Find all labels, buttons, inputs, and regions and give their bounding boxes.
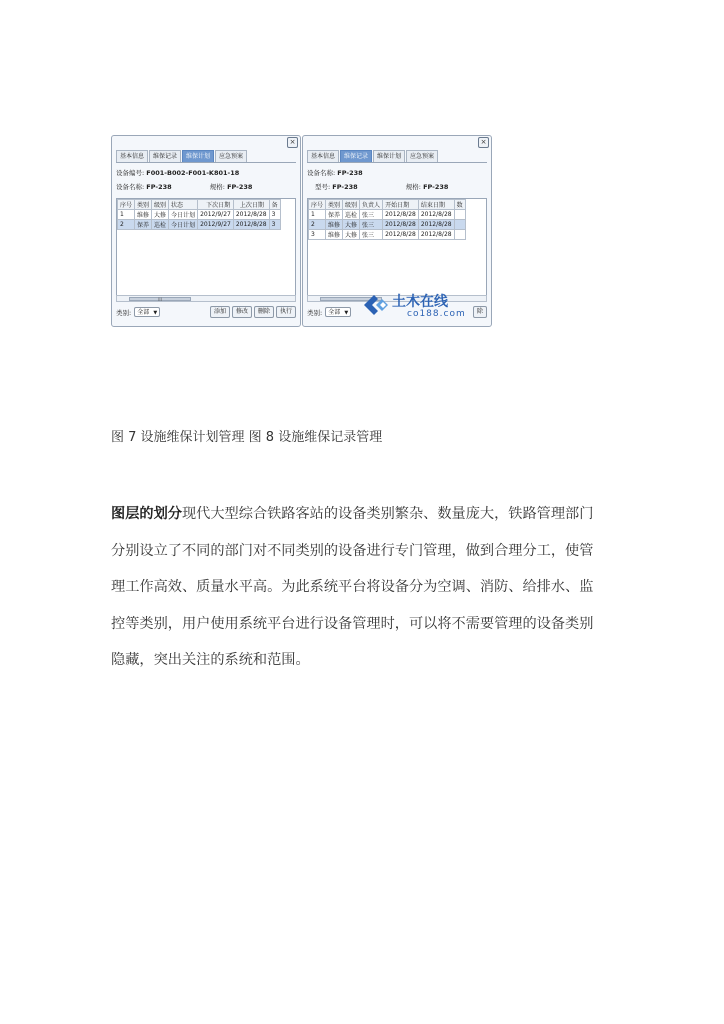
field-label: 设备名称: [307, 169, 336, 177]
table-cell: 2012/9/27 [198, 210, 234, 220]
table-cell: 保养 [135, 220, 152, 230]
field-value: FP-238 [332, 183, 358, 191]
paragraph-line-text: 现代大型综合铁路客站的设备类别繁杂、数量庞大，铁路管理部门 [181, 506, 594, 522]
tab-maintenance-plan[interactable]: 维保计划 [373, 150, 405, 162]
field-value: FP-238 [337, 169, 363, 177]
column-header[interactable]: 状态 [169, 200, 198, 210]
table-row-selected[interactable] [118, 220, 281, 230]
table-cell: 2012/8/28 [233, 220, 269, 230]
column-header[interactable]: 备 [269, 200, 280, 210]
table-cell: 今日计划 [169, 220, 198, 230]
model-field [315, 182, 448, 191]
category-select[interactable] [134, 307, 160, 317]
watermark-domain: co188.com [407, 309, 466, 319]
table-row[interactable] [309, 210, 466, 220]
device-name-field [307, 168, 363, 177]
select-value: 全部 [137, 309, 150, 316]
field-value: FP-238 [146, 183, 172, 191]
table-header-row [118, 200, 281, 210]
logo-mark-icon [362, 290, 392, 320]
spec-value: FP-238 [423, 183, 449, 191]
table-cell [454, 220, 465, 230]
paragraph-line: 理工作高效、质量水平高。为此系统平台将设备分为空调、消防、给排水、监 [111, 579, 594, 595]
column-header[interactable]: 结束日期 [418, 200, 454, 210]
field-label: 型号: [315, 183, 331, 191]
column-header[interactable]: 数 [454, 200, 465, 210]
column-header[interactable]: 上次日期 [233, 200, 269, 210]
table-cell: 张三 [360, 210, 383, 220]
column-header[interactable]: 级别 [152, 200, 169, 210]
table-cell: 大修 [343, 220, 360, 230]
table-cell: 巡检 [152, 220, 169, 230]
table-cell: 2012/8/28 [418, 230, 454, 240]
table-row-selected[interactable] [309, 220, 466, 230]
table-cell: 张三 [360, 220, 383, 230]
watermark-text: 土木在线 [392, 294, 448, 310]
table-cell: 维修 [326, 220, 343, 230]
paragraph-lead: 图层的划分 [111, 506, 182, 522]
table-cell: 2012/8/28 [383, 210, 419, 220]
paragraph-line: 隐藏，突出关注的系统和范围。 [111, 652, 310, 668]
tab-bar [307, 150, 487, 163]
edit-button[interactable]: 修改 [232, 306, 252, 318]
device-name-field [116, 182, 252, 191]
scrollbar-thumb[interactable]: III [129, 297, 191, 301]
table-row[interactable] [309, 230, 466, 240]
field-label: 设备编号: [116, 169, 145, 177]
body-paragraph [111, 496, 611, 679]
table-cell [454, 210, 465, 220]
dropdown-arrow-icon: ▼ [344, 310, 349, 316]
table-cell: 维修 [135, 210, 152, 220]
spec-label: 规格: [209, 183, 225, 191]
tab-emergency-plan[interactable]: 应急预案 [406, 150, 438, 162]
add-button[interactable]: 添加 [210, 306, 230, 318]
plan-table [116, 198, 296, 296]
table-cell: 今日计划 [169, 210, 198, 220]
table-cell: 2012/8/28 [418, 210, 454, 220]
tab-maintenance-records[interactable]: 维保记录 [149, 150, 181, 162]
filter-label: 类别: [116, 308, 132, 317]
field-value: F001-B002-F001-K801-18 [146, 169, 240, 177]
tab-emergency-plan[interactable]: 应急预案 [215, 150, 247, 162]
close-icon[interactable]: × [478, 137, 489, 148]
column-header[interactable]: 开始日期 [383, 200, 419, 210]
column-header[interactable]: 序号 [118, 200, 135, 210]
table-cell: 2 [309, 220, 326, 230]
table-cell: 巡检 [343, 210, 360, 220]
table-cell: 大修 [152, 210, 169, 220]
filter-label: 类别: [307, 308, 323, 317]
tab-maintenance-plan[interactable]: 维保计划 [182, 150, 214, 162]
table-cell: 1 [118, 210, 135, 220]
table-cell: 2012/9/27 [198, 220, 234, 230]
table-cell: 维修 [326, 230, 343, 240]
column-header[interactable]: 序号 [309, 200, 326, 210]
figure-caption: 图 7 设施维保计划管理 图 8 设施维保记录管理 [111, 430, 383, 445]
co188-watermark-logo [362, 290, 492, 320]
field-label: 设备名称: [116, 183, 145, 191]
close-icon[interactable]: × [287, 137, 298, 148]
tab-maintenance-records[interactable]: 维保记录 [340, 150, 372, 162]
footer-toolbar [116, 306, 296, 318]
tab-basic-info[interactable]: 基本信息 [116, 150, 148, 162]
spec-label: 规格: [405, 183, 421, 191]
paragraph-line: 控等类别，用户使用系统平台进行设备管理时，可以将不需要管理的设备类别 [111, 615, 594, 632]
tab-basic-info[interactable]: 基本信息 [307, 150, 339, 162]
column-header[interactable]: 负责人 [360, 200, 383, 210]
table-cell: 3 [269, 210, 280, 220]
table-cell: 2012/8/28 [383, 220, 419, 230]
select-value: 全部 [328, 309, 341, 316]
table-cell: 2012/8/28 [383, 230, 419, 240]
delete-button[interactable]: 删除 [254, 306, 274, 318]
table-row[interactable] [118, 210, 281, 220]
execute-button[interactable]: 执行 [276, 306, 296, 318]
table-cell: 张三 [360, 230, 383, 240]
paragraph-line: 分别设立了不同的部门对不同类别的设备进行专门管理，做到合理分工，使管 [111, 542, 594, 559]
spec-value: FP-238 [227, 183, 253, 191]
device-id-field [116, 168, 239, 177]
table-cell: 3 [269, 220, 280, 230]
column-header[interactable]: 类别 [326, 200, 343, 210]
record-table [307, 198, 487, 296]
column-header[interactable]: 类别 [135, 200, 152, 210]
column-header[interactable]: 下次日期 [198, 200, 234, 210]
delete-button[interactable]: 除 [473, 306, 487, 318]
dropdown-arrow-icon: ▼ [153, 310, 158, 316]
table-cell: 2012/8/28 [233, 210, 269, 220]
category-select[interactable] [325, 307, 351, 317]
table-cell: 3 [309, 230, 326, 240]
tab-bar [116, 150, 296, 163]
table-cell [454, 230, 465, 240]
table-cell: 2 [118, 220, 135, 230]
paragraph-line [111, 496, 611, 533]
column-header[interactable]: 级别 [343, 200, 360, 210]
table-cell: 2012/8/28 [418, 220, 454, 230]
maintenance-plan-window [111, 135, 301, 327]
table-cell: 1 [309, 210, 326, 220]
table-cell: 保养 [326, 210, 343, 220]
horizontal-scrollbar[interactable] [116, 295, 296, 302]
table-cell: 大修 [343, 230, 360, 240]
table-header-row [309, 200, 466, 210]
